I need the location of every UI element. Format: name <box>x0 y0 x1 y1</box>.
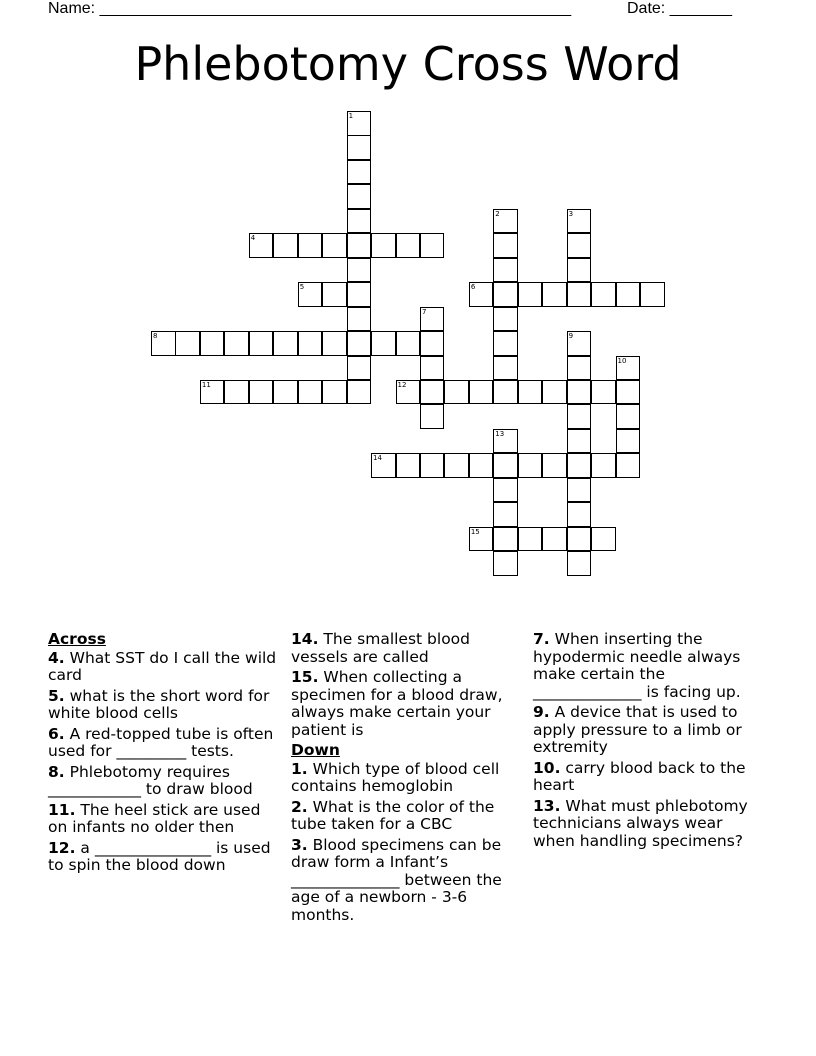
clue-down-3: 3. Blood specimens can be draw form a Infant’s ______________ between the age of a newborn - 3-6 months. <box>291 835 502 924</box>
cell-number: 3 <box>568 209 574 218</box>
grid-cell[interactable] <box>151 331 176 356</box>
cell-number: 4 <box>250 234 256 243</box>
cell-number: 2 <box>495 209 500 218</box>
cell-number: 14 <box>373 454 382 463</box>
grid-cell[interactable] <box>420 380 445 405</box>
cell-number: 6 <box>470 283 476 292</box>
grid-cell[interactable] <box>420 331 445 356</box>
clue-across-12: 12. a _______________ is used to spin the blood down <box>48 838 271 874</box>
grid-cell[interactable] <box>420 307 445 332</box>
cell-number: 5 <box>299 283 305 292</box>
clue-across-8: 8. Phlebotomy requires ____________ to draw blood <box>48 762 253 798</box>
grid-cell[interactable] <box>518 527 543 552</box>
clue-column-1 <box>48 629 284 878</box>
grid-cell[interactable] <box>616 429 641 454</box>
grid-cell[interactable] <box>567 331 592 356</box>
grid-cell[interactable] <box>493 551 518 576</box>
grid-cell[interactable] <box>224 331 249 356</box>
clue-column-3 <box>533 629 769 853</box>
grid-cell[interactable] <box>200 331 225 356</box>
grid-cell[interactable] <box>444 453 469 478</box>
grid-cell[interactable] <box>493 356 518 381</box>
grid-cell[interactable] <box>469 282 494 307</box>
grid-cell[interactable] <box>347 258 372 283</box>
grid-cell[interactable] <box>542 380 567 405</box>
grid-cell[interactable] <box>347 307 372 332</box>
name-field: Name: _____________________________________________________ <box>48 0 572 17</box>
grid-cell[interactable] <box>640 282 665 307</box>
grid-cell[interactable] <box>616 282 641 307</box>
grid-cell[interactable] <box>396 453 421 478</box>
grid-cell[interactable] <box>273 380 298 405</box>
grid-cell[interactable] <box>493 527 518 552</box>
grid-cell[interactable] <box>249 380 274 405</box>
grid-cell[interactable] <box>396 331 421 356</box>
grid-cell[interactable] <box>567 282 592 307</box>
grid-cell[interactable] <box>347 111 372 136</box>
grid-cell[interactable] <box>542 527 567 552</box>
grid-cell[interactable] <box>591 527 616 552</box>
grid-cell[interactable] <box>371 233 396 258</box>
grid-cell[interactable] <box>396 380 421 405</box>
grid-cell[interactable] <box>493 331 518 356</box>
grid-cell[interactable] <box>371 453 396 478</box>
grid-cell[interactable] <box>469 527 494 552</box>
grid-cell[interactable] <box>322 282 347 307</box>
grid-cell[interactable] <box>542 453 567 478</box>
grid-cell[interactable] <box>567 258 592 283</box>
grid-cell[interactable] <box>347 331 372 356</box>
grid-cell[interactable] <box>567 429 592 454</box>
grid-cell[interactable] <box>493 502 518 527</box>
clue-across-11: 11. The heel stick are used on infants no older then <box>48 800 261 836</box>
grid-cell[interactable] <box>420 453 445 478</box>
grid-cell[interactable] <box>371 331 396 356</box>
grid-cell[interactable] <box>249 233 274 258</box>
grid-cell[interactable] <box>249 331 274 356</box>
grid-cell[interactable] <box>322 233 347 258</box>
clue-across-4: 4. What SST do I call the wild card <box>48 648 277 684</box>
grid-cell[interactable] <box>591 453 616 478</box>
grid-cell[interactable] <box>567 527 592 552</box>
across-heading: Across <box>48 630 106 648</box>
grid-cell[interactable] <box>347 380 372 405</box>
clue-across-6: 6. A red-topped tube is often used for _________ tests. <box>48 724 274 760</box>
page-title: Phlebotomy Cross Word <box>134 37 682 91</box>
grid-cell[interactable] <box>420 356 445 381</box>
clue-down-7: 7. When inserting the hypodermic needle always make certain the ______________ is facing up. <box>533 630 741 701</box>
clue-down-2: 2. What is the color of the tube taken for a CBC <box>291 797 495 833</box>
clue-down-10: 10. carry blood back to the heart <box>533 758 746 794</box>
grid-cell[interactable] <box>200 380 225 405</box>
grid-cell[interactable] <box>518 453 543 478</box>
grid-cell[interactable] <box>298 282 323 307</box>
grid-cell[interactable] <box>567 233 592 258</box>
cell-number: 13 <box>495 429 505 438</box>
cell-number: 10 <box>617 356 627 365</box>
grid-cell[interactable] <box>273 331 298 356</box>
grid-cell[interactable] <box>322 380 347 405</box>
grid-cell[interactable] <box>567 356 592 381</box>
grid-cell[interactable] <box>298 380 323 405</box>
grid-cell[interactable] <box>567 551 592 576</box>
grid-cell[interactable] <box>493 307 518 332</box>
grid-cell[interactable] <box>616 404 641 429</box>
grid-cell[interactable] <box>567 453 592 478</box>
grid-cell[interactable] <box>493 478 518 503</box>
grid-cell[interactable] <box>347 135 372 160</box>
grid-cell[interactable] <box>493 209 518 234</box>
grid-cell[interactable] <box>616 453 641 478</box>
cell-number: 15 <box>470 527 480 536</box>
grid-cell[interactable] <box>420 404 445 429</box>
grid-cell[interactable] <box>347 233 372 258</box>
cell-number: 12 <box>397 380 407 389</box>
grid-cell[interactable] <box>591 380 616 405</box>
grid-cell[interactable] <box>567 478 592 503</box>
grid-cell[interactable] <box>567 404 592 429</box>
cell-number: 9 <box>568 332 574 341</box>
grid-cell[interactable] <box>347 282 372 307</box>
cell-number: 8 <box>153 332 158 341</box>
grid-cell[interactable] <box>224 380 249 405</box>
clue-column-2 <box>291 629 527 927</box>
grid-cell[interactable] <box>542 282 567 307</box>
clue-across-14: 14. The smallest blood vessels are called <box>291 630 471 666</box>
grid-cell[interactable] <box>347 160 372 185</box>
grid-cell[interactable] <box>347 184 372 209</box>
grid-cell[interactable] <box>347 356 372 381</box>
grid-cell[interactable] <box>298 331 323 356</box>
grid-cell[interactable] <box>567 502 592 527</box>
date-field: Date: _______ <box>627 0 732 17</box>
clue-down-9: 9. A device that is used to apply pressure to a limb or extremity <box>533 703 742 756</box>
grid-cell[interactable] <box>396 233 421 258</box>
grid-cell[interactable] <box>591 282 616 307</box>
grid-cell[interactable] <box>420 233 445 258</box>
grid-cell[interactable] <box>322 331 347 356</box>
grid-cell[interactable] <box>493 233 518 258</box>
grid-cell[interactable] <box>444 380 469 405</box>
grid-cell[interactable] <box>347 209 372 234</box>
cell-number: 1 <box>348 112 354 120</box>
clue-across-5: 5. what is the short word for white blood cells <box>48 686 270 722</box>
clue-down-13: 13. What must phlebotomy technicians always wear when handling specimens? <box>533 796 748 850</box>
clue-down-1: 1. Which type of blood cell contains hemoglobin <box>291 759 500 795</box>
grid-cell[interactable] <box>469 453 494 478</box>
grid-cell[interactable] <box>616 356 641 381</box>
grid-cell[interactable] <box>493 453 518 478</box>
grid-cell[interactable] <box>567 380 592 405</box>
grid-cell[interactable] <box>493 380 518 405</box>
grid-cell[interactable] <box>273 233 298 258</box>
down-heading: Down <box>291 741 340 759</box>
grid-cell[interactable] <box>493 258 518 283</box>
cell-number: 11 <box>201 380 211 389</box>
grid-cell[interactable] <box>175 331 200 356</box>
grid-cell[interactable] <box>493 429 518 454</box>
grid-cell[interactable] <box>469 380 494 405</box>
cell-number: 7 <box>421 307 427 316</box>
grid-cell[interactable] <box>518 380 543 405</box>
grid-cell[interactable] <box>298 233 323 258</box>
grid-cell[interactable] <box>616 380 641 405</box>
grid-cell[interactable] <box>518 282 543 307</box>
grid-cell[interactable] <box>493 282 518 307</box>
clue-across-15: 15. When collecting a specimen for a blood draw, always make certain your patient is <box>291 668 503 739</box>
grid-cell[interactable] <box>567 209 592 234</box>
